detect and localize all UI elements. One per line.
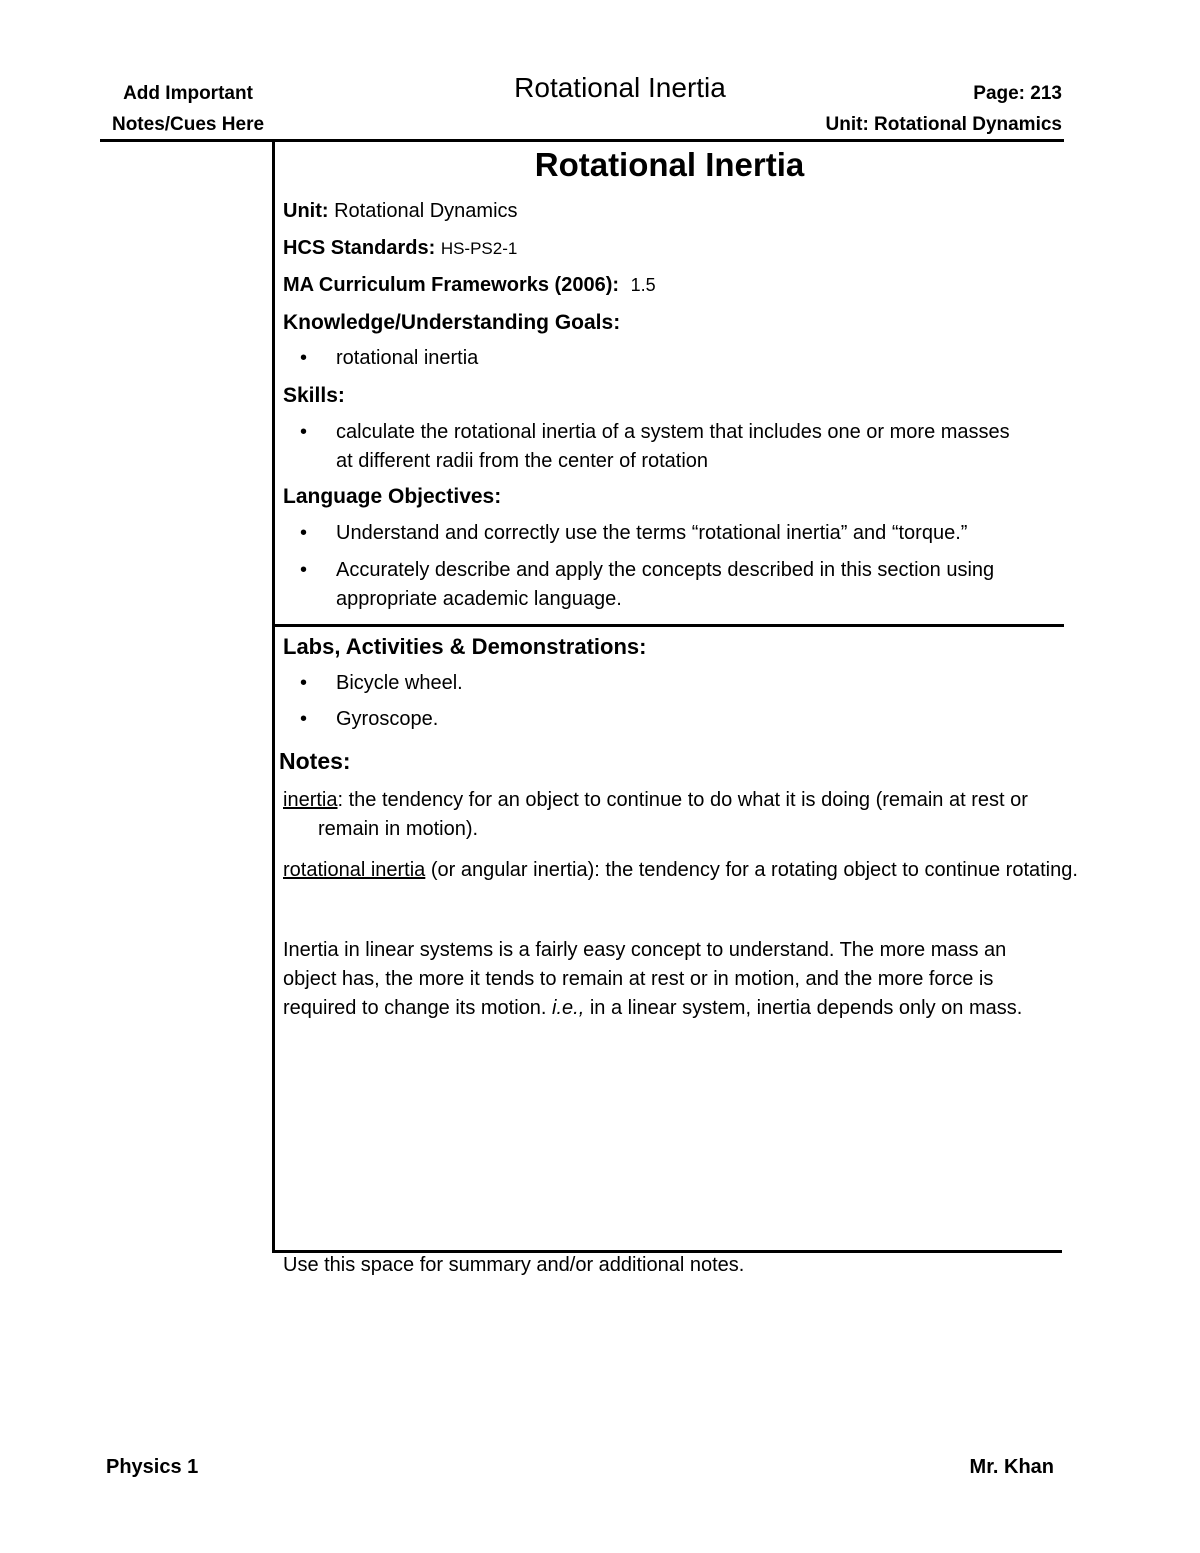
labs-item-2 <box>300 705 1053 734</box>
language-item-1 <box>300 519 1053 548</box>
ma-label: MA Curriculum Frameworks (2006): <box>283 274 620 296</box>
page-number: Page: 213 <box>973 83 1062 104</box>
cue-column-label <box>100 78 276 140</box>
definition-rotational-inertia <box>283 856 1088 885</box>
cue-label-line-2: Notes/Cues Here <box>111 114 265 135</box>
definition-inertia <box>283 786 1088 844</box>
language-item-2 <box>300 556 1053 614</box>
notes-heading: Notes: <box>279 748 351 774</box>
labs-heading: Labs, Activities & Demonstrations: <box>283 634 647 659</box>
labs-item-1 <box>300 669 1053 698</box>
knowledge-item <box>300 344 1053 373</box>
definition-text: : the tendency for an object to continue to do what it is doing (remain at rest or remain in motion). <box>318 789 1028 840</box>
knowledge-item-text: rotational inertia <box>336 347 479 369</box>
hcs-label: HCS Standards: <box>283 237 436 259</box>
bullet-icon: • <box>300 708 308 730</box>
top-divider <box>100 139 1064 142</box>
paragraph-ie: i.e., <box>552 997 585 1019</box>
summary-prompt: Use this space for summary and/or additional notes. <box>283 1254 745 1276</box>
skills-item <box>300 418 1018 476</box>
header-title: Rotational Inertia <box>514 72 726 103</box>
section-divider <box>272 624 1064 627</box>
definition-term: rotational inertia <box>283 859 426 881</box>
header-unit: Unit: Rotational Dynamics <box>825 114 1062 135</box>
language-item-text: Understand and correctly use the terms “rotational inertia” and “torque.” <box>336 522 968 544</box>
paragraph-text-b: in a linear system, inertia depends only on mass. <box>584 997 1023 1019</box>
hcs-standards-line <box>283 234 517 263</box>
header-page-info <box>826 78 1062 140</box>
skills-heading: Skills: <box>283 384 345 407</box>
footer-course: Physics 1 <box>106 1456 199 1478</box>
hcs-value: HS-PS2-1 <box>440 239 518 258</box>
bullet-icon: • <box>300 347 308 369</box>
language-item-text: Accurately describe and apply the concepts described in this section using appropriate academic language. <box>336 559 995 610</box>
unit-label: Unit: <box>283 200 329 222</box>
unit-value: Rotational Dynamics <box>334 200 518 222</box>
labs-item-text: Bicycle wheel. <box>336 672 463 694</box>
page-title: Rotational Inertia <box>534 146 805 183</box>
bullet-icon: • <box>300 522 308 544</box>
bullet-icon: • <box>300 672 308 694</box>
definition-text: (or angular inertia): the tendency for a rotating object to continue rotating. <box>425 859 1078 881</box>
cue-column-divider <box>272 139 275 1253</box>
knowledge-heading: Knowledge/Understanding Goals: <box>283 311 621 334</box>
ma-value: 1.5 <box>630 275 656 295</box>
unit-line <box>283 197 518 226</box>
ma-frameworks-line <box>283 271 656 300</box>
language-heading: Language Objectives: <box>283 485 502 508</box>
bullet-icon: • <box>300 559 308 581</box>
bullet-icon: • <box>300 421 308 443</box>
paragraph-text-a: Inertia in linear systems is a fairly easy concept to understand. The more mass an object has, the more it tends to remain at rest or in motion, and the more force is required to change its motion. <box>283 939 1007 1019</box>
labs-item-text: Gyroscope. <box>336 708 439 730</box>
footer-author: Mr. Khan <box>969 1456 1054 1478</box>
cue-label-line-1: Add Important <box>123 83 253 104</box>
definition-term: inertia <box>283 789 338 811</box>
notes-paragraph <box>283 936 1043 1023</box>
skills-item-text: calculate the rotational inertia of a system that includes one or more masses at different radii from the center of rotation <box>336 421 1010 472</box>
